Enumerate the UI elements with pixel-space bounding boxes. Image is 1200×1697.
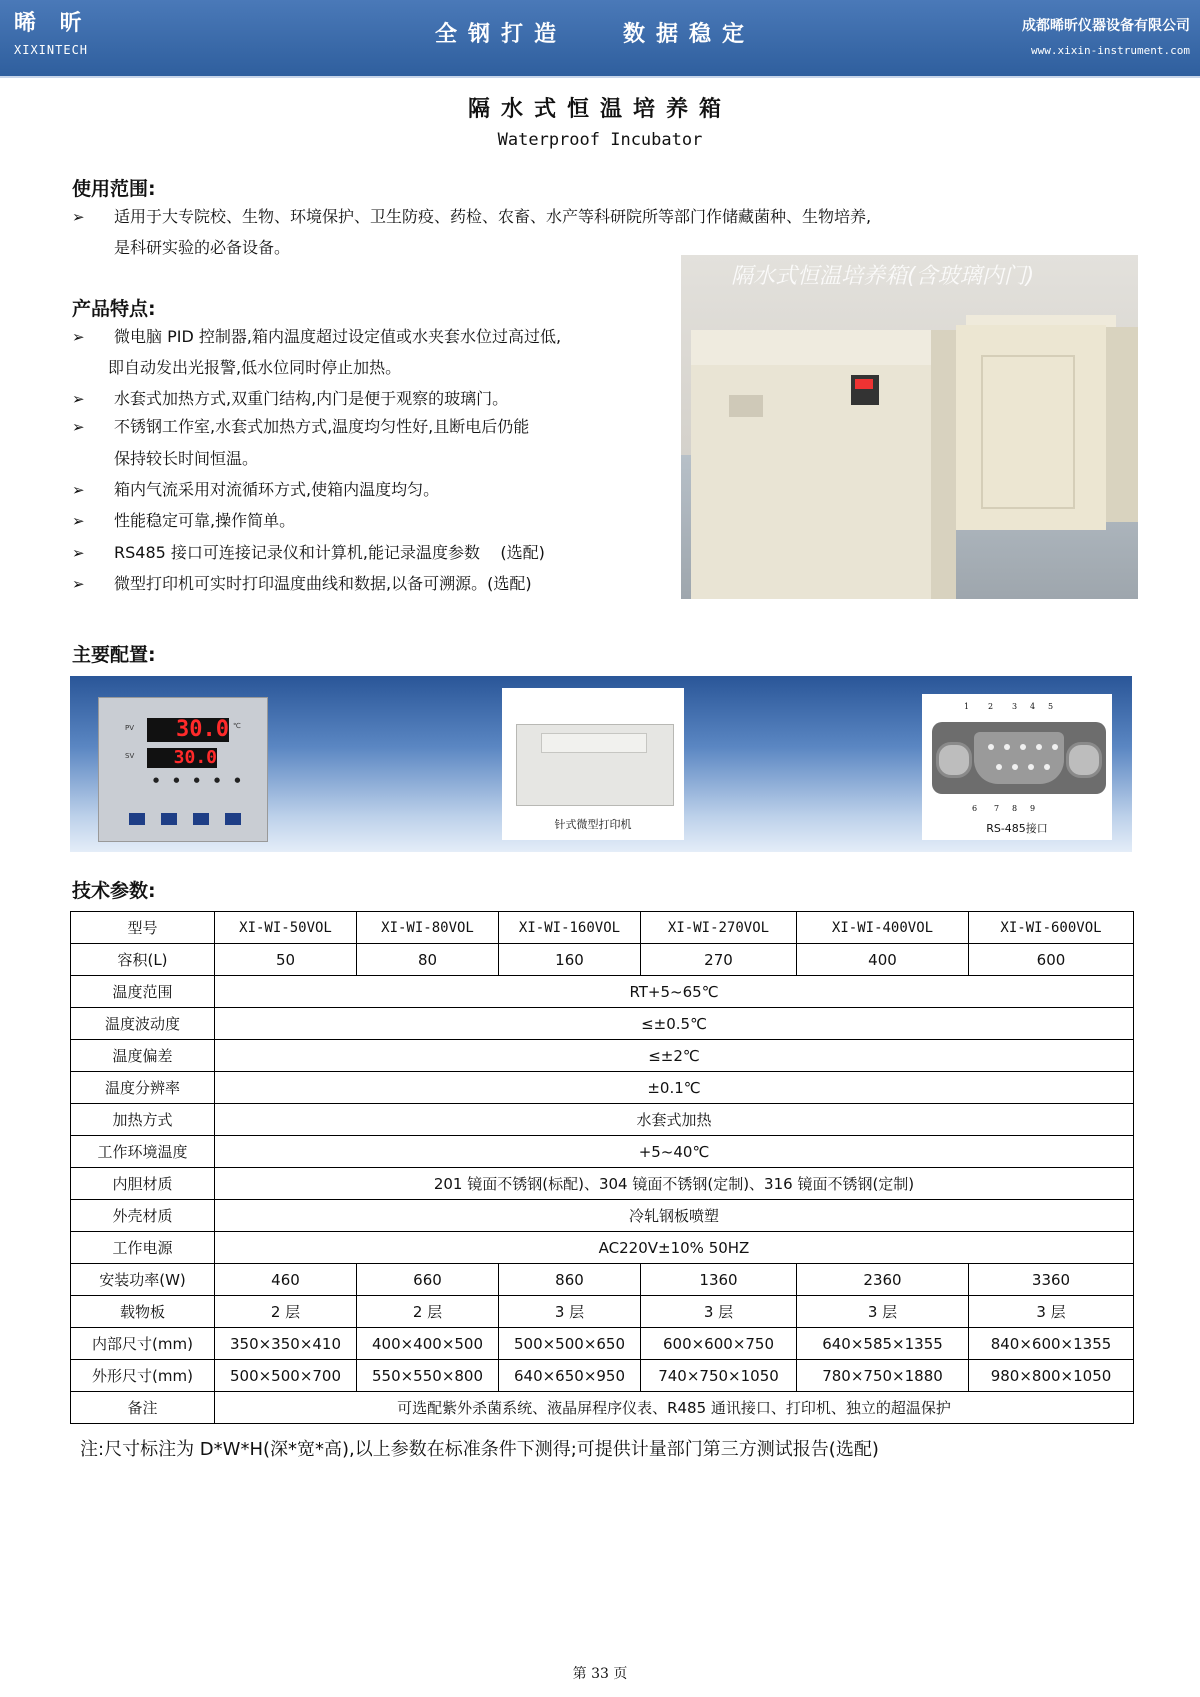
pin-number: 1 bbox=[964, 702, 970, 711]
pin-number: 5 bbox=[1048, 702, 1054, 711]
table-row bbox=[71, 1072, 1134, 1104]
table-cell: 2 层 bbox=[215, 1296, 357, 1328]
table-row bbox=[71, 1008, 1134, 1040]
product-photo bbox=[681, 255, 1138, 599]
table-cell: 50 bbox=[215, 944, 357, 976]
table-cell: 350×350×410 bbox=[215, 1328, 357, 1360]
arrow-bullet-icon: ➢ bbox=[72, 575, 85, 593]
feature-item: ➢ 微电脑 PID 控制器,箱内温度超过设定值或水夹套水位过高过低, bbox=[72, 327, 562, 346]
table-row bbox=[71, 1168, 1134, 1200]
table-cell: 740×750×1050 bbox=[641, 1360, 797, 1392]
table-row bbox=[71, 912, 1134, 944]
key-icon bbox=[225, 813, 241, 825]
row-label: 工作电源 bbox=[71, 1232, 215, 1264]
table-row bbox=[71, 944, 1134, 976]
row-label: 容积(L) bbox=[71, 944, 215, 976]
arrow-bullet-icon: ➢ bbox=[72, 328, 85, 346]
model-cell: XI-WI-160VOL bbox=[499, 912, 641, 944]
db9-connector bbox=[932, 722, 1106, 794]
table-row bbox=[71, 1392, 1134, 1424]
table-cell: 550×550×800 bbox=[357, 1360, 499, 1392]
page-title: 隔水式恒温培养箱 bbox=[467, 97, 732, 122]
table-cell: 2360 bbox=[797, 1264, 969, 1296]
sv-label: SV bbox=[125, 752, 135, 760]
table-cell: 780×750×1880 bbox=[797, 1360, 969, 1392]
table-cell: 3 层 bbox=[499, 1296, 641, 1328]
controller-keys bbox=[129, 810, 257, 829]
row-label: 备注 bbox=[71, 1392, 215, 1424]
key-icon bbox=[129, 813, 145, 825]
table-row bbox=[71, 1360, 1134, 1392]
table-cell: 400×400×500 bbox=[357, 1328, 499, 1360]
specs-table bbox=[70, 911, 1134, 1424]
row-label: 内部尺寸(mm) bbox=[71, 1328, 215, 1360]
table-cell: 600 bbox=[969, 944, 1134, 976]
pin bbox=[1028, 764, 1034, 770]
incubator-large-top bbox=[691, 330, 931, 370]
scope-item-cont: 是科研实验的必备设备。 bbox=[114, 238, 291, 257]
table-cell: 可选配紫外杀菌系统、液晶屏程序仪表、R485 通讯接口、打印机、独立的超温保护 bbox=[215, 1392, 1134, 1424]
table-cell: 201 镜面不锈钢(标配)、304 镜面不锈钢(定制)、316 镜面不锈钢(定制) bbox=[215, 1168, 1134, 1200]
photo-caption: 隔水式恒温培养箱(含玻璃内门) bbox=[731, 264, 1035, 289]
model-cell: XI-WI-400VOL bbox=[797, 912, 969, 944]
row-label: 内胆材质 bbox=[71, 1168, 215, 1200]
mount-hole bbox=[936, 742, 972, 778]
feature-item: ➢ 水套式加热方式,双重门结构,内门是便于观察的玻璃门。 bbox=[72, 389, 509, 408]
mount-hole bbox=[1066, 742, 1102, 778]
unit-label: ℃ bbox=[233, 722, 241, 730]
incubator-vent bbox=[729, 395, 763, 417]
scope-item: ➢ 适用于大专院校、生物、环境保护、卫生防疫、药检、农畜、水产等科研院所等部门作储藏菌种、生物培养, bbox=[72, 207, 872, 226]
table-row bbox=[71, 1040, 1134, 1072]
pin-number: 3 bbox=[1012, 702, 1018, 711]
pin bbox=[1052, 744, 1058, 750]
table-cell: 640×585×1355 bbox=[797, 1328, 969, 1360]
table-row bbox=[71, 1328, 1134, 1360]
model-cell: XI-WI-600VOL bbox=[969, 912, 1134, 944]
pin bbox=[996, 764, 1002, 770]
pin-number: 6 bbox=[972, 804, 978, 813]
feature-item: ➢ RS485 接口可连接记录仪和计算机,能记录温度参数 (选配) bbox=[72, 543, 545, 562]
slogan: 全钢打造 数据稳定 bbox=[435, 22, 755, 47]
page-header bbox=[0, 0, 1200, 76]
pin bbox=[1004, 744, 1010, 750]
table-cell: ±0.1℃ bbox=[215, 1072, 1134, 1104]
page-subtitle: Waterproof Incubator bbox=[497, 130, 703, 150]
arrow-bullet-icon: ➢ bbox=[72, 544, 85, 562]
table-row bbox=[71, 1264, 1134, 1296]
table-cell: 660 bbox=[357, 1264, 499, 1296]
table-row bbox=[71, 1200, 1134, 1232]
pin-number: 7 bbox=[994, 804, 1000, 813]
table-cell: 3 层 bbox=[969, 1296, 1134, 1328]
row-label: 温度分辨率 bbox=[71, 1072, 215, 1104]
company-name: 成都晞昕仪器设备有限公司 bbox=[1022, 18, 1190, 34]
row-label: 型号 bbox=[71, 912, 215, 944]
table-cell: 500×500×650 bbox=[499, 1328, 641, 1360]
config-heading: 主要配置: bbox=[72, 644, 156, 666]
arrow-bullet-icon: ➢ bbox=[72, 481, 85, 499]
table-cell: ≤±2℃ bbox=[215, 1040, 1134, 1072]
row-label: 载物板 bbox=[71, 1296, 215, 1328]
pv-label: PV bbox=[125, 724, 135, 732]
row-label: 温度波动度 bbox=[71, 1008, 215, 1040]
arrow-bullet-icon: ➢ bbox=[72, 390, 85, 408]
model-cell: XI-WI-50VOL bbox=[215, 912, 357, 944]
incubator-small-door bbox=[981, 355, 1075, 509]
indicator-leds: ● ● ● ● ● bbox=[153, 776, 247, 784]
pin bbox=[1044, 764, 1050, 770]
table-cell: 980×800×1050 bbox=[969, 1360, 1134, 1392]
table-cell: 840×600×1355 bbox=[969, 1328, 1134, 1360]
brand-logo: 晞 昕 bbox=[14, 11, 90, 36]
feature-item: ➢ 微型打印机可实时打印温度曲线和数据,以备可溯源。(选配) bbox=[72, 574, 532, 593]
rs485-connector-image bbox=[922, 694, 1112, 840]
incubator-large-side bbox=[931, 330, 956, 599]
incubator-large bbox=[691, 365, 931, 599]
pin-number: 2 bbox=[988, 702, 994, 711]
table-cell: 3360 bbox=[969, 1264, 1134, 1296]
table-cell: 600×600×750 bbox=[641, 1328, 797, 1360]
pin bbox=[1012, 764, 1018, 770]
table-cell: 460 bbox=[215, 1264, 357, 1296]
table-cell: 270 bbox=[641, 944, 797, 976]
micro-printer-image bbox=[502, 688, 684, 840]
features-heading: 产品特点: bbox=[72, 298, 156, 320]
table-row bbox=[71, 976, 1134, 1008]
feature-item: ➢ 性能稳定可靠,操作简单。 bbox=[72, 511, 296, 530]
config-band bbox=[70, 676, 1132, 852]
row-label: 外壳材质 bbox=[71, 1200, 215, 1232]
row-label: 安装功率(W) bbox=[71, 1264, 215, 1296]
feature-item-cont: 保持较长时间恒温。 bbox=[114, 449, 259, 468]
pv-display: 30.0 bbox=[147, 718, 229, 742]
pin bbox=[1020, 744, 1026, 750]
printer-body bbox=[516, 724, 674, 806]
specs-heading: 技术参数: bbox=[72, 880, 156, 902]
footnote: 注:尺寸标注为 D*W*H(深*宽*高),以上参数在标准条件下测得;可提供计量部门第三方测试报告(选配) bbox=[80, 1439, 879, 1460]
row-label: 加热方式 bbox=[71, 1104, 215, 1136]
rs485-caption: RS-485接口 bbox=[986, 822, 1048, 835]
key-icon bbox=[161, 813, 177, 825]
incubator-small-side bbox=[1106, 327, 1138, 522]
table-cell: 160 bbox=[499, 944, 641, 976]
table-cell: 3 层 bbox=[641, 1296, 797, 1328]
arrow-bullet-icon: ➢ bbox=[72, 418, 85, 436]
pin-number: 8 bbox=[1012, 804, 1018, 813]
table-cell: 2 层 bbox=[357, 1296, 499, 1328]
table-cell: ≤±0.5℃ bbox=[215, 1008, 1134, 1040]
table-cell: 640×650×950 bbox=[499, 1360, 641, 1392]
pin-number: 4 bbox=[1030, 702, 1036, 711]
feature-item-cont: 即自动发出光报警,低水位同时停止加热。 bbox=[108, 358, 402, 377]
table-cell: AC220V±10% 50HZ bbox=[215, 1232, 1134, 1264]
printer-slot bbox=[541, 733, 647, 753]
arrow-bullet-icon: ➢ bbox=[72, 512, 85, 530]
pin-number: 9 bbox=[1030, 804, 1036, 813]
table-cell: 860 bbox=[499, 1264, 641, 1296]
key-icon bbox=[193, 813, 209, 825]
table-cell: +5~40℃ bbox=[215, 1136, 1134, 1168]
row-label: 温度偏差 bbox=[71, 1040, 215, 1072]
scope-heading: 使用范围: bbox=[72, 178, 156, 200]
incubator-display bbox=[855, 379, 873, 389]
temperature-controller-image bbox=[98, 697, 268, 842]
sv-display: 30.0 bbox=[147, 748, 217, 768]
table-cell: 水套式加热 bbox=[215, 1104, 1134, 1136]
table-cell: 1360 bbox=[641, 1264, 797, 1296]
printer-caption: 针式微型打印机 bbox=[554, 818, 632, 831]
db9-shell bbox=[974, 732, 1064, 784]
table-cell: RT+5~65℃ bbox=[215, 976, 1134, 1008]
pin bbox=[988, 744, 994, 750]
row-label: 工作环境温度 bbox=[71, 1136, 215, 1168]
header-divider bbox=[0, 76, 1200, 78]
table-cell: 400 bbox=[797, 944, 969, 976]
brand-name-en: XIXINTECH bbox=[14, 43, 89, 57]
table-cell: 80 bbox=[357, 944, 499, 976]
table-row bbox=[71, 1232, 1134, 1264]
pin bbox=[1036, 744, 1042, 750]
arrow-bullet-icon: ➢ bbox=[72, 208, 85, 226]
model-cell: XI-WI-80VOL bbox=[357, 912, 499, 944]
feature-item: ➢ 不锈钢工作室,水套式加热方式,温度均匀性好,且断电后仍能 bbox=[72, 417, 530, 436]
feature-item: ➢ 箱内气流采用对流循环方式,使箱内温度均匀。 bbox=[72, 480, 440, 499]
model-cell: XI-WI-270VOL bbox=[641, 912, 797, 944]
row-label: 外形尺寸(mm) bbox=[71, 1360, 215, 1392]
table-row bbox=[71, 1136, 1134, 1168]
table-row bbox=[71, 1296, 1134, 1328]
table-cell: 500×500×700 bbox=[215, 1360, 357, 1392]
table-cell: 冷轧钢板喷塑 bbox=[215, 1200, 1134, 1232]
table-row bbox=[71, 1104, 1134, 1136]
table-cell: 3 层 bbox=[797, 1296, 969, 1328]
company-url[interactable]: www.xixin-instrument.com bbox=[1031, 44, 1190, 57]
row-label: 温度范围 bbox=[71, 976, 215, 1008]
page-number: 第 33 页 bbox=[572, 1666, 628, 1682]
